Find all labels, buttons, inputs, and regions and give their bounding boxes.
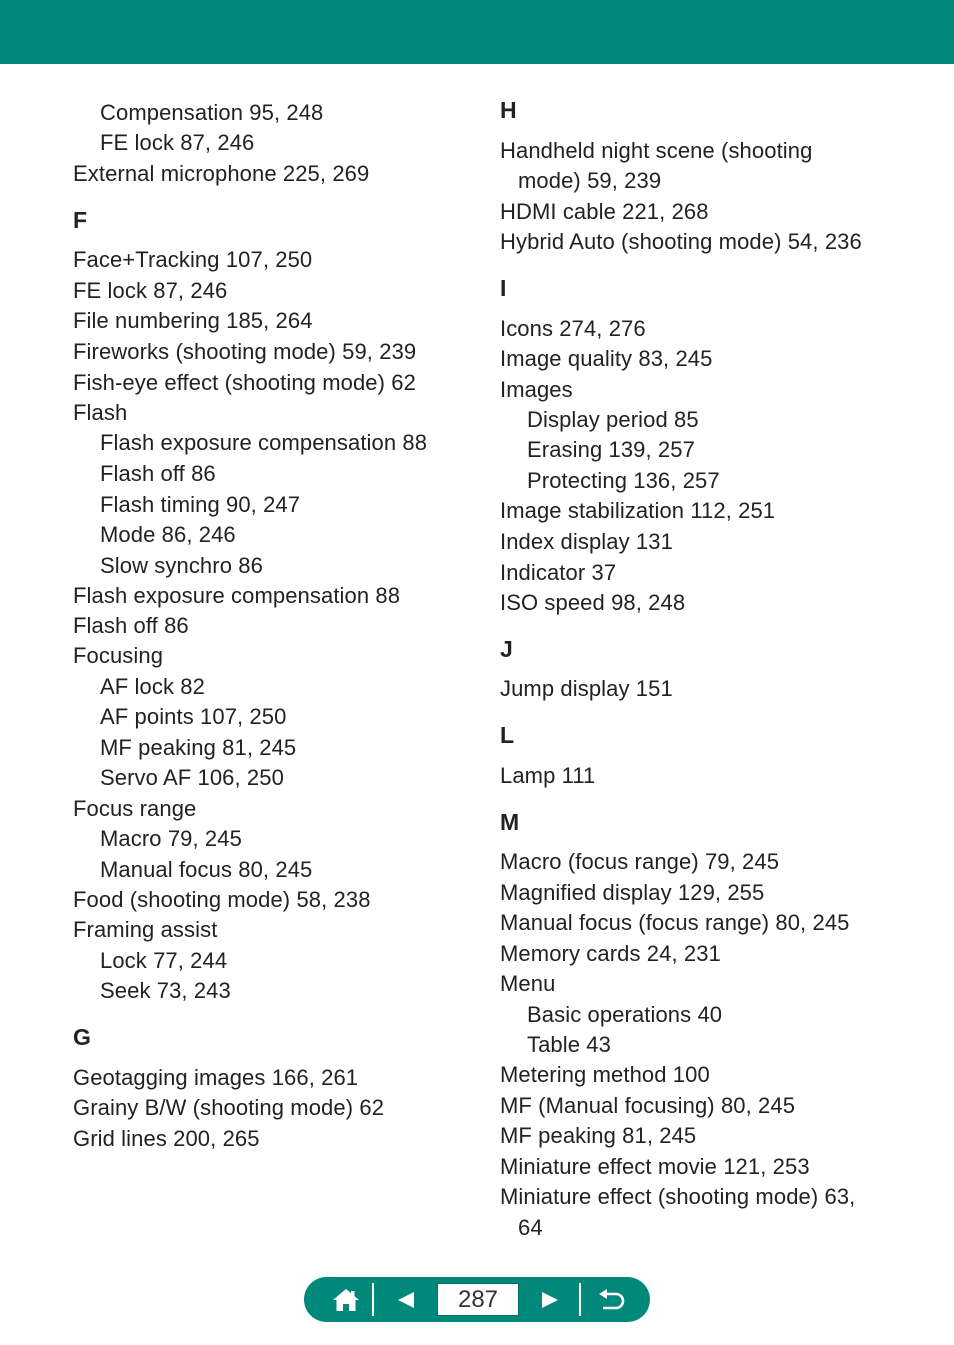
index-entry: External microphone 225, 269 (73, 161, 370, 186)
index-subentry: Servo AF 106, 250 (100, 765, 284, 790)
index-entry: MF (Manual focusing) 80, 245 (500, 1093, 796, 1118)
index-entry: Indicator 37 (500, 560, 617, 585)
index-subentry: Flash off 86 (100, 461, 216, 486)
index-entry: HDMI cable 221, 268 (500, 199, 709, 224)
next-page-button[interactable] (530, 1277, 570, 1322)
header-bar (0, 0, 954, 64)
index-entry: Macro (focus range) 79, 245 (500, 849, 780, 874)
index-letter-heading: L (500, 722, 515, 748)
page-navigation-bar (304, 1277, 650, 1322)
index-entry: Fish-eye effect (shooting mode) 62 (73, 370, 416, 395)
index-subentry: Basic operations 40 (527, 1002, 723, 1027)
index-entry: Geotagging images 166, 261 (73, 1065, 359, 1090)
home-button[interactable] (322, 1277, 370, 1322)
index-entry: Food (shooting mode) 58, 238 (73, 887, 371, 912)
home-icon (331, 1287, 361, 1313)
nav-divider (579, 1283, 581, 1316)
index-subentry: Manual focus 80, 245 (100, 857, 313, 882)
index-entry: Hybrid Auto (shooting mode) 54, 236 (500, 229, 862, 254)
index-entry: Face+Tracking 107, 250 (73, 247, 313, 272)
previous-page-button[interactable] (386, 1277, 426, 1322)
index-letter-heading: M (500, 809, 520, 835)
index-subentry: Macro 79, 245 (100, 826, 242, 851)
index-entry: Miniature effect movie 121, 253 (500, 1154, 810, 1179)
index-subentry: Protecting 136, 257 (527, 468, 720, 493)
index-subentry: Mode 86, 246 (100, 522, 236, 547)
return-button[interactable] (586, 1277, 636, 1322)
index-entry: Focusing (73, 643, 164, 668)
index-entry: Icons 274, 276 (500, 316, 646, 341)
index-subentry: Flash exposure compensation 88 (100, 430, 428, 455)
index-entry-continuation: 64 (518, 1215, 543, 1240)
index-subentry: Seek 73, 243 (100, 978, 231, 1003)
index-entry: ISO speed 98, 248 (500, 590, 686, 615)
index-entry: Grid lines 200, 265 (73, 1126, 260, 1151)
index-entry: Images (500, 377, 573, 402)
index-entry: Lamp 111 (500, 763, 596, 788)
index-entry: Index display 131 (500, 529, 673, 554)
index-entry: Metering method 100 (500, 1062, 710, 1087)
index-subentry: AF points 107, 250 (100, 704, 287, 729)
index-entry: Magnified display 129, 255 (500, 880, 765, 905)
index-subentry: Table 43 (527, 1032, 611, 1057)
index-subentry: FE lock 87, 246 (100, 130, 255, 155)
index-letter-heading: F (73, 207, 88, 233)
index-entry: Image stabilization 112, 251 (500, 498, 776, 523)
previous-page-icon (396, 1290, 416, 1310)
index-entry: Fireworks (shooting mode) 59, 239 (73, 339, 417, 364)
index-entry: Miniature effect (shooting mode) 63, (500, 1184, 856, 1209)
index-entry: Flash off 86 (73, 613, 189, 638)
index-entry: File numbering 185, 264 (73, 308, 313, 333)
next-page-icon (540, 1290, 560, 1310)
index-entry: Flash (73, 400, 128, 425)
index-entry: Flash exposure compensation 88 (73, 583, 401, 608)
index-subentry: Compensation 95, 248 (100, 100, 324, 125)
return-icon (597, 1288, 625, 1312)
index-entry: Image quality 83, 245 (500, 346, 713, 371)
index-entry-continuation: mode) 59, 239 (518, 168, 662, 193)
index-subentry: Slow synchro 86 (100, 553, 263, 578)
index-letter-heading: J (500, 636, 513, 662)
index-entry: MF peaking 81, 245 (500, 1123, 697, 1148)
page-number: 287 (437, 1283, 519, 1316)
index-entry: Framing assist (73, 917, 218, 942)
index-entry: Menu (500, 971, 556, 996)
index-entry: Focus range (73, 796, 197, 821)
index-entry: Jump display 151 (500, 676, 673, 701)
index-entry: Grainy B/W (shooting mode) 62 (73, 1095, 385, 1120)
index-entry: Manual focus (focus range) 80, 245 (500, 910, 850, 935)
index-letter-heading: H (500, 97, 517, 123)
index-subentry: Display period 85 (527, 407, 699, 432)
nav-divider (372, 1283, 374, 1316)
index-subentry: Erasing 139, 257 (527, 437, 695, 462)
index-subentry: MF peaking 81, 245 (100, 735, 297, 760)
index-letter-heading: I (500, 275, 507, 301)
index-subentry: Flash timing 90, 247 (100, 492, 301, 517)
index-entry: Handheld night scene (shooting (500, 138, 813, 163)
index-subentry: AF lock 82 (100, 674, 205, 699)
index-entry: FE lock 87, 246 (73, 278, 228, 303)
index-entry: Memory cards 24, 231 (500, 941, 721, 966)
index-subentry: Lock 77, 244 (100, 948, 228, 973)
index-letter-heading: G (73, 1024, 91, 1050)
